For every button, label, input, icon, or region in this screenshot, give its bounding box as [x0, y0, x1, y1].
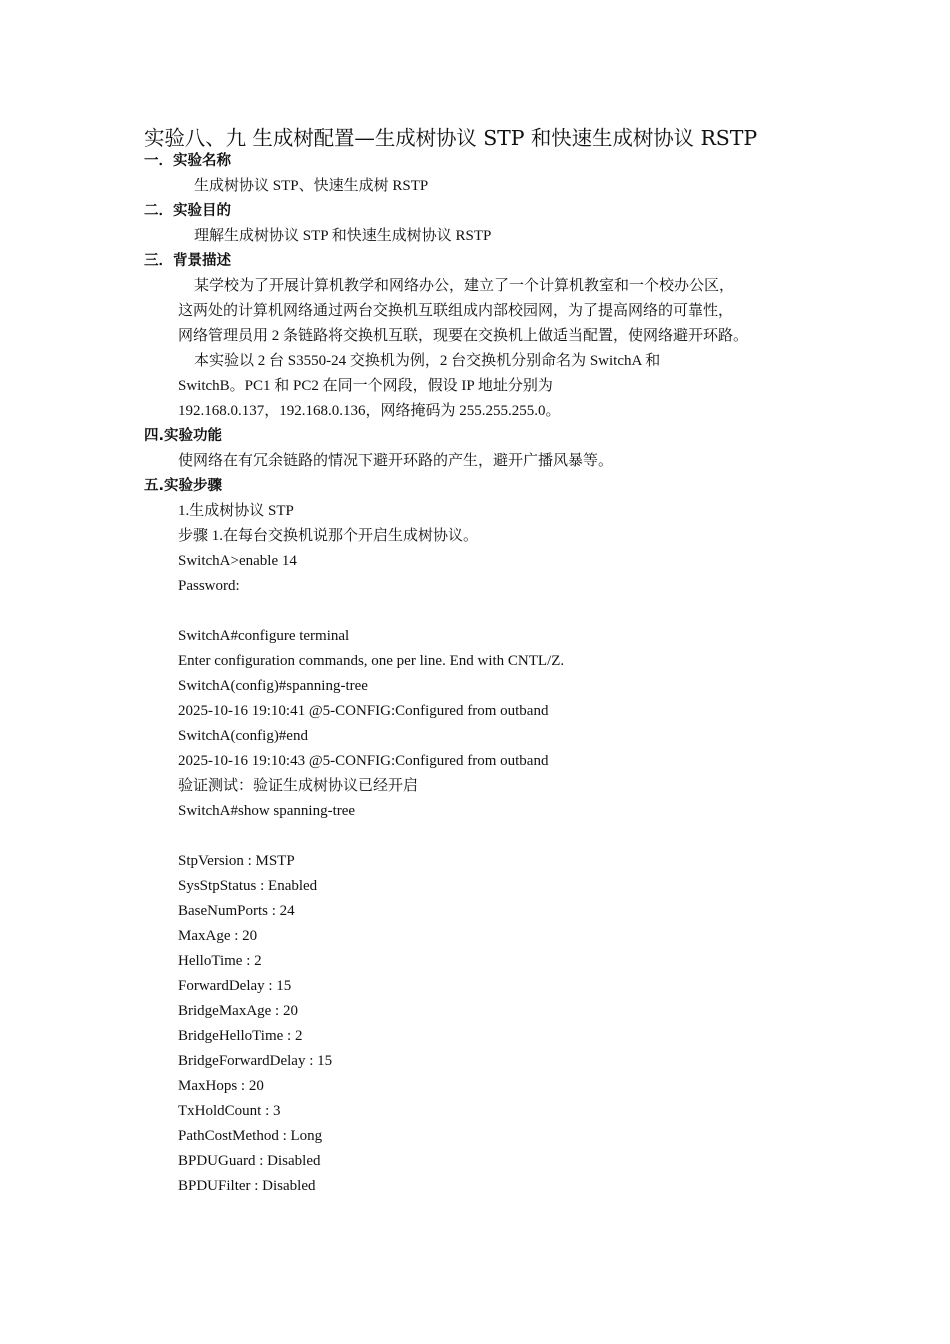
- stp-output-line: TxHoldCount : 3: [178, 1103, 281, 1119]
- cli-line: Enter configuration commands, one per line. End with CNTL/Z.: [178, 653, 565, 669]
- background-line: SwitchB。PC1 和 PC2 在同一个网段，假设 IP 地址分别为: [178, 378, 553, 394]
- stp-output-line: HelloTime : 2: [178, 953, 262, 969]
- stp-output-line: BPDUGuard : Disabled: [178, 1153, 321, 1169]
- stp-output-line: MaxAge : 20: [178, 928, 258, 944]
- cli-line: SwitchA#configure terminal: [178, 628, 350, 644]
- section-heading-function: 四.实验功能: [144, 428, 223, 444]
- cli-line: SwitchA(config)#spanning-tree: [178, 678, 368, 694]
- experiment-name-text: 生成树协议 STP、快速生成树 RSTP: [194, 178, 429, 194]
- cli-line: SwitchA>enable 14: [178, 553, 297, 569]
- step-line: 步骤 1.在每台交换机说那个开启生成树协议。: [178, 528, 479, 544]
- stp-output-line: MaxHops : 20: [178, 1078, 264, 1094]
- stp-output-line: ForwardDelay : 15: [178, 978, 292, 994]
- section-heading-purpose: 二．实验目的: [144, 203, 231, 219]
- cli-line: 2025-10-16 19:10:43 @5-CONFIG:Configured from outband: [178, 753, 549, 769]
- section-heading-steps: 五.实验步骤: [144, 478, 223, 494]
- experiment-purpose-text: 理解生成树协议 STP 和快速生成树协议 RSTP: [194, 228, 492, 244]
- stp-output-line: PathCostMethod : Long: [178, 1128, 323, 1144]
- cli-line: Password:: [178, 578, 240, 594]
- document-title: 实验八、九 生成树配置—生成树协议 STP 和快速生成树协议 RSTP: [144, 126, 758, 150]
- stp-output-line: BridgeMaxAge : 20: [178, 1003, 298, 1019]
- stp-output-line: SysStpStatus : Enabled: [178, 878, 318, 894]
- verify-line: 验证测试：验证生成树协议已经开启: [178, 778, 419, 794]
- stp-output-line: BaseNumPorts : 24: [178, 903, 295, 919]
- stp-output-line: BridgeHelloTime : 2: [178, 1028, 303, 1044]
- cli-line: 2025-10-16 19:10:41 @5-CONFIG:Configured from outband: [178, 703, 549, 719]
- cli-line: SwitchA(config)#end: [178, 728, 308, 744]
- stp-output-line: StpVersion : MSTP: [178, 853, 295, 869]
- experiment-function-text: 使网络在有冗余链路的情况下避开环路的产生，避开广播风暴等。: [178, 453, 614, 469]
- background-line: 本实验以 2 台 S3550-24 交换机为例，2 台交换机分别命名为 SwitchA 和: [194, 353, 661, 369]
- section-heading-background: 三．背景描述: [144, 253, 231, 269]
- background-line: 某学校为了开展计算机教学和网络办公，建立了一个计算机教室和一个校办公区，: [194, 278, 735, 294]
- background-line: 网络管理员用 2 条链路将交换机互联，现要在交换机上做适当配置，使网络避开环路。: [178, 328, 749, 344]
- cli-line: SwitchA#show spanning-tree: [178, 803, 356, 819]
- stp-output-line: BridgeForwardDelay : 15: [178, 1053, 333, 1069]
- background-line: 192.168.0.137，192.168.0.136，网络掩码为 255.255.255.0。: [178, 403, 561, 419]
- stp-output-line: BPDUFilter : Disabled: [178, 1178, 316, 1194]
- background-line: 这两处的计算机网络通过两台交换机互联组成内部校园网，为了提高网络的可靠性，: [178, 303, 734, 319]
- step-line: 1.生成树协议 STP: [178, 503, 294, 519]
- section-heading-name: 一．实验名称: [144, 153, 231, 169]
